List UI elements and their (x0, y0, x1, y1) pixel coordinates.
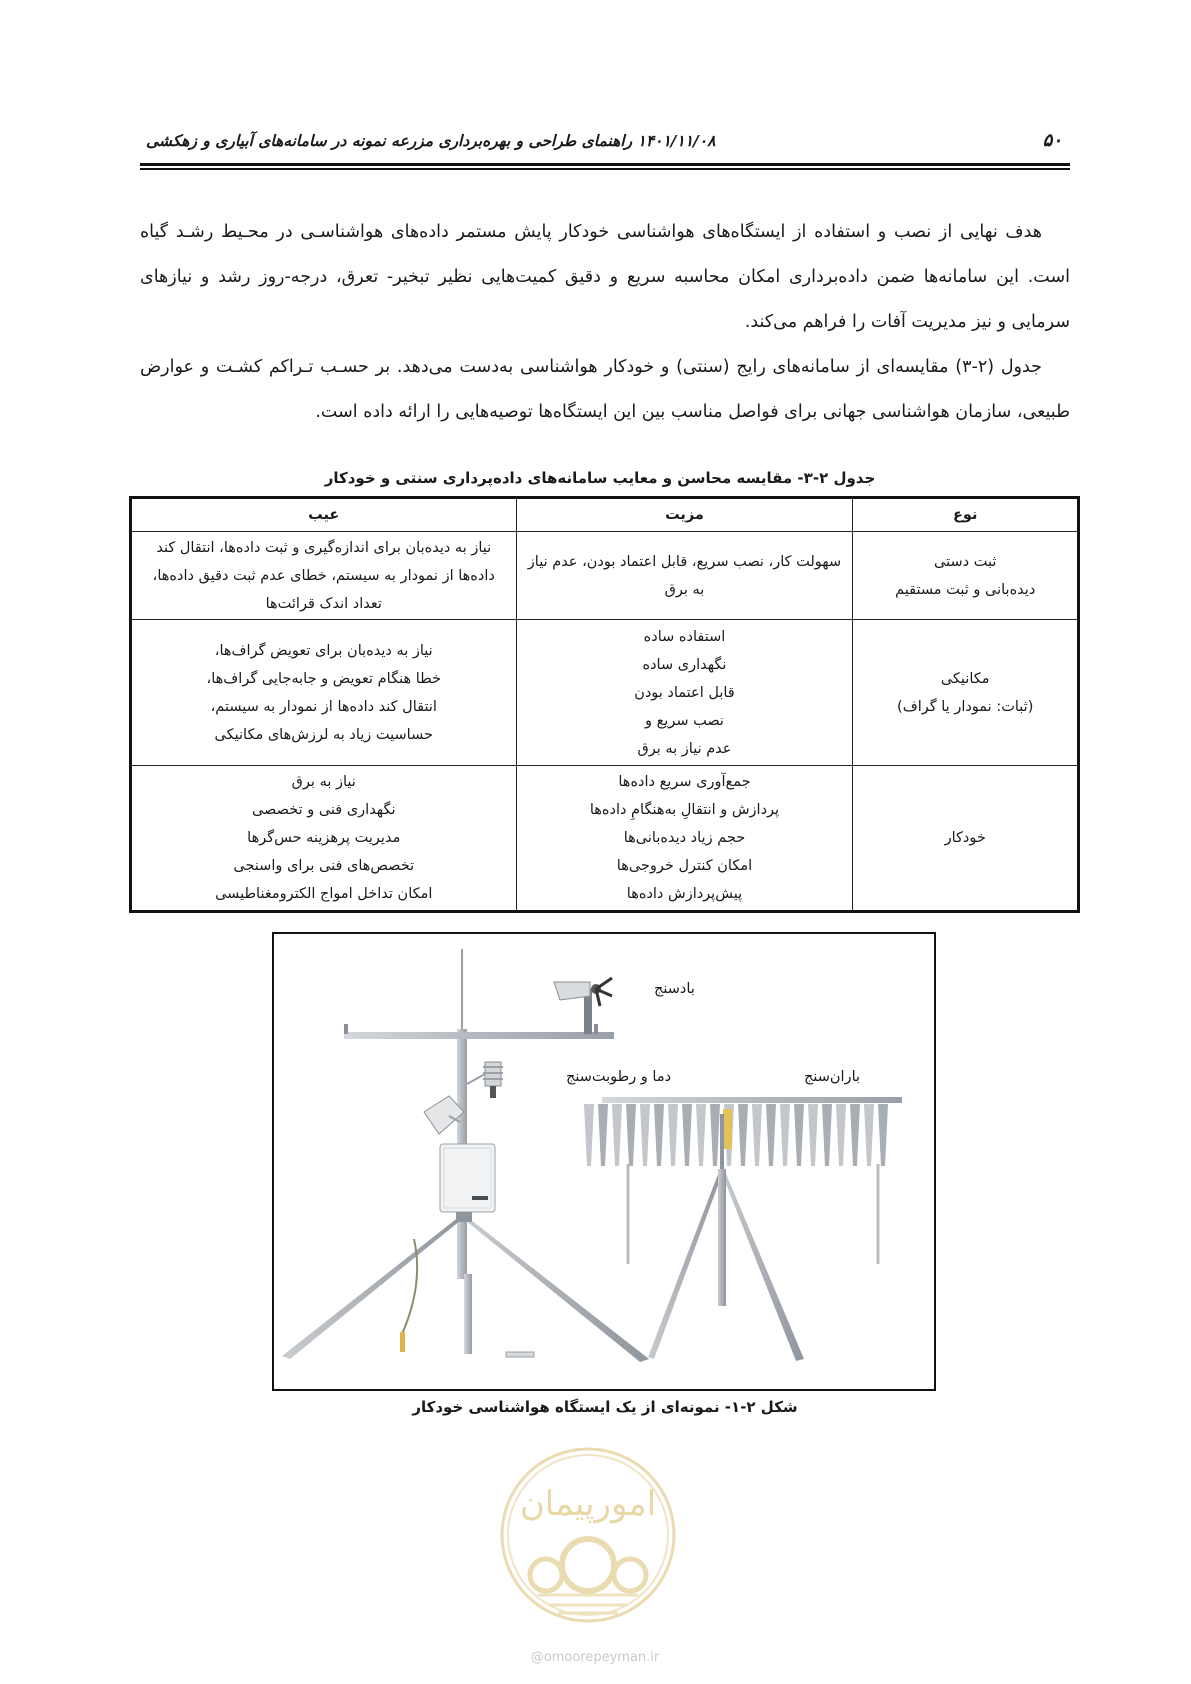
comparison-table (129, 496, 1080, 913)
cell-line: حساسیت زیاد به لرزش‌های مکانیکی (214, 726, 433, 743)
cell-line: مکانیکی (940, 670, 990, 687)
paragraph-1: هدف نهایی از نصب و استفاده از ایستگاه‌های هواشناسی خودکار پایش مستمر داده‌های هواشناسـی در محـیط رشـد گیاه است. این سامانه‌ها ضمن داده‌برداری امکان محاسبه سریع و دقیق کمیت‌هایی نظیر تبخیر- تعرق، درجه-روز رشد و نیازهای سرمایی و نیز مدیریت آفات را فراهم می‌کند. (140, 222, 1070, 332)
rain-gauge-slat (668, 1104, 678, 1166)
cell-line: پیش‌پردازش داده‌ها (626, 886, 743, 902)
rain-gauge-slat (598, 1104, 608, 1166)
cell-line: استفاده ساده (643, 628, 726, 645)
cell-advantages (516, 766, 853, 912)
weather-station-illustration (274, 934, 934, 1389)
rain-gauge-slat (794, 1104, 804, 1166)
watermark-logo (498, 1445, 678, 1625)
cell-line: نیاز به دیده‌بان برای اندازه‌گیری و ثبت داده‌ها، انتقال کند (156, 539, 492, 556)
watermark-seal (498, 1445, 678, 1625)
cell-line: سهولت کار، نصب سریع، قابل اعتماد بودن، عدم نیاز (527, 553, 842, 570)
cell-type (853, 620, 1079, 766)
cell-line: نصب سریع و (644, 712, 724, 729)
table-row (131, 532, 1079, 620)
rain-gauge-slat (878, 1104, 888, 1166)
table-caption: جدول ۲-۳- مقایسه محاسن و معایب سامانه‌های داده‌پرداری سنتی و خودکار (324, 469, 876, 487)
rain-gauge-slat (836, 1104, 846, 1166)
cell-line: نگهداری ساده (642, 656, 727, 673)
label-rain-gauge: باران‌سنج (804, 1069, 861, 1085)
cell-advantages (516, 532, 853, 620)
rain-gauge-slat (612, 1104, 622, 1166)
cell-line: پردازش و انتقالِ به‌هنگامِ داده‌ها (589, 802, 780, 818)
table-row (131, 766, 1079, 912)
anemometer (554, 978, 612, 1034)
cell-disadvantages (131, 620, 517, 766)
page-header (140, 130, 1070, 160)
rain-gauge-slat (766, 1104, 776, 1166)
cell-line: تخصص‌های فنی برای واسنجی (233, 858, 415, 874)
rain-gauge-slat (752, 1104, 762, 1166)
cell-type (853, 766, 1079, 912)
cell-line: خطا هنگام تعویض و جابه‌جایی گراف‌ها، (206, 670, 441, 687)
page-number: ۵۰ (1042, 130, 1062, 151)
rain-gauge-slat (682, 1104, 692, 1166)
cell-type (853, 532, 1079, 620)
rain-gauge-slat (710, 1104, 720, 1166)
watermark-url: @omoorepeyman.ir (530, 1650, 660, 1665)
cell-line: جمع‌آوری سریع داده‌ها (618, 774, 751, 790)
cell-line: داده‌ها از نمودار به سیستم، خطای عدم ثبت دقیق داده‌ها، (152, 567, 495, 584)
cell-line: نیاز به برق (291, 774, 356, 790)
label-anemometer: بادسنج (654, 981, 695, 997)
rain-gauge-slat (654, 1104, 664, 1166)
rain-gauge-slat (822, 1104, 832, 1166)
logger-enclosure (440, 1144, 495, 1212)
cell-line: خودکار (944, 830, 986, 846)
rain-gauge-slat (584, 1104, 594, 1166)
table-row (131, 620, 1079, 766)
rain-gauge-slat (738, 1104, 748, 1166)
cell-disadvantages (131, 532, 517, 620)
cell-line: امکان کنترل خروجی‌ها (616, 858, 753, 874)
cell-advantages (516, 620, 853, 766)
cell-disadvantages (131, 766, 517, 912)
header-advantages: مزیت (516, 498, 853, 532)
cell-line: دیده‌بانی و ثبت مستقیم (895, 581, 1036, 598)
cell-line: عدم نیاز به برق (637, 740, 732, 757)
cell-line: (ثبات: نمودار یا گراف) (897, 698, 1034, 715)
table-header-row (131, 498, 1079, 532)
label-temp-humidity: دما و رطوبت‌سنج (566, 1069, 672, 1085)
cell-line: امکان تداخل امواج الکترومغناطیسی (215, 886, 433, 902)
rain-gauge (584, 1097, 902, 1361)
header-disadvantages: عیب (131, 498, 517, 532)
cell-line: قابل اعتماد بودن (634, 684, 735, 701)
rain-gauge-slat (626, 1104, 636, 1166)
paragraph-2: جدول (۲-۳) مقایسه‌ای از سامانه‌های رایج (سنتی) و خودکار هواشناسی به‌دست می‌دهد. بر حسـب تـراکم کشـت و عوارض طبیعی، سازمان هواشناسی جهانی برای فواصل مناسب بین این ایستگاه‌ها توصیه‌هایی را ارائه داده است. (140, 357, 1070, 422)
running-title: ۱۴۰۱/۱۱/۰۸ راهنمای طراحی و بهره‌برداری مزرعه نمونه در سامانه‌های آبیاری و زهکشی (146, 132, 716, 150)
watermark-logo-text: امورپیمان (519, 1484, 657, 1524)
rain-gauge-slat (808, 1104, 818, 1166)
rain-gauge-slat (864, 1104, 874, 1166)
temp-humidity-sensor (467, 1062, 503, 1098)
weather-station-figure (272, 932, 936, 1391)
header-rule-thick (140, 163, 1070, 166)
figure-caption: شکل ۲-۱- نمونه‌ای از یک ایستگاه هواشناسی خودکار (412, 1398, 798, 1416)
rain-gauge-slat (640, 1104, 650, 1166)
header-type: نوع (853, 498, 1079, 532)
cell-line: نیاز به دیده‌بان برای تعویض گراف‌ها، (214, 642, 433, 659)
rain-gauge-slat (850, 1104, 860, 1166)
cell-line: ثبت دستی (934, 553, 997, 570)
cell-line: مدیریت پرهزینه حس‌گرها (247, 830, 401, 846)
cell-line: انتقال کند داده‌ها از نمودار به سیستم، (210, 698, 437, 715)
cell-line: نگهداری فنی و تخصصی (251, 802, 396, 818)
rain-gauge-slat (780, 1104, 790, 1166)
cell-line: تعداد اندک قرائت‌ها (265, 595, 382, 612)
cell-line: به برق (664, 581, 705, 598)
header-rule-thin (140, 168, 1070, 170)
rain-gauge-slat (696, 1104, 706, 1166)
cell-line: حجم زیاد دیده‌بانی‌ها (623, 830, 746, 846)
